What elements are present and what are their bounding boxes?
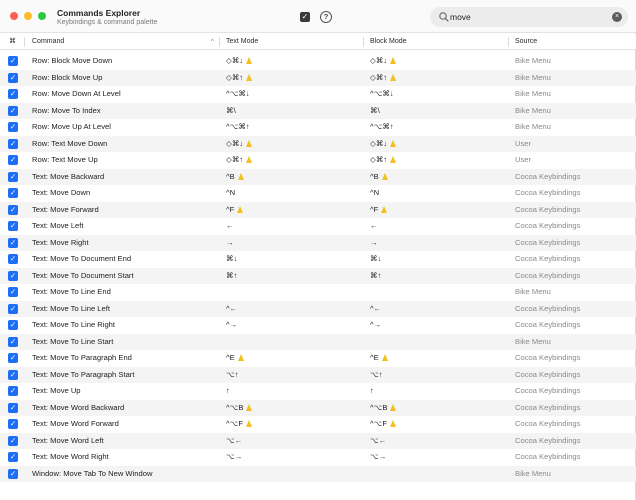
column-header-enabled[interactable]: ⌘ xyxy=(9,38,16,45)
text-mode-keys: ◇⌘↓ xyxy=(226,56,244,65)
table-row[interactable] xyxy=(0,284,636,301)
enabled-checkbox[interactable]: ✓ xyxy=(9,204,17,214)
warning-icon xyxy=(246,140,252,147)
block-mode-shortcut[interactable] xyxy=(370,103,380,120)
zoom-window-button[interactable] xyxy=(38,12,46,20)
warning-icon xyxy=(390,156,396,163)
block-mode-keys: ⌥← xyxy=(370,435,387,445)
text-mode-shortcut[interactable] xyxy=(226,301,237,318)
table-header xyxy=(0,34,636,50)
block-mode-shortcut[interactable] xyxy=(370,235,378,252)
block-mode-keys: ◇⌘↓ xyxy=(370,56,388,65)
text-mode-shortcut[interactable] xyxy=(226,367,239,384)
text-mode-keys: ⌥→ xyxy=(226,452,243,461)
block-mode-keys: ^E xyxy=(370,353,379,362)
block-mode-keys: ⌥↑ xyxy=(370,369,383,379)
block-mode-keys: ◇⌘↑ xyxy=(370,155,388,164)
command-name: Text: Move Right xyxy=(32,237,89,247)
source-label: Cocoa Keybindings xyxy=(515,188,581,197)
text-mode-keys: ^F xyxy=(226,204,235,214)
source-label: Cocoa Keybindings xyxy=(515,320,581,329)
command-name: Row: Move Up At Level xyxy=(32,122,111,131)
command-name: Row: Text Move Down xyxy=(32,138,108,148)
source-label: Cocoa Keybindings xyxy=(515,270,581,280)
block-mode-keys: ^→ xyxy=(370,320,382,329)
block-mode-shortcut[interactable] xyxy=(370,268,381,285)
enabled-checkbox[interactable]: ✓ xyxy=(9,452,17,461)
block-mode-shortcut[interactable] xyxy=(370,70,396,87)
warning-icon xyxy=(237,206,243,213)
block-mode-keys: ^B xyxy=(370,171,379,181)
text-mode-shortcut[interactable] xyxy=(226,169,244,186)
block-mode-shortcut[interactable] xyxy=(370,53,396,70)
source-label: Cocoa Keybindings xyxy=(515,435,581,445)
source-label: Bike Menu xyxy=(515,336,551,346)
source-label: Cocoa Keybindings xyxy=(515,353,581,362)
table-row[interactable] xyxy=(0,86,636,103)
text-mode-shortcut[interactable] xyxy=(226,53,252,70)
table-row[interactable] xyxy=(0,202,636,219)
command-name: Text: Move Word Left xyxy=(32,435,104,445)
enabled-checkbox[interactable]: ✓ xyxy=(9,270,17,280)
table-row[interactable] xyxy=(0,350,636,367)
window-title: Commands Explorer xyxy=(57,8,141,18)
text-mode-keys: ⌘↓ xyxy=(226,254,238,263)
text-mode-shortcut[interactable] xyxy=(226,400,252,417)
column-header-command[interactable]: Command xyxy=(32,38,65,45)
text-mode-keys: ◇⌘↑ xyxy=(226,155,244,164)
search-icon xyxy=(438,11,450,23)
command-name: Text: Move Up xyxy=(32,386,81,395)
warning-icon xyxy=(382,354,388,361)
source-label: Cocoa Keybindings xyxy=(515,452,581,461)
table-row[interactable] xyxy=(0,301,636,318)
enabled-checkbox[interactable]: ✓ xyxy=(9,138,17,148)
warning-icon xyxy=(390,57,396,64)
block-mode-shortcut[interactable] xyxy=(370,119,394,136)
block-mode-shortcut[interactable] xyxy=(370,185,379,202)
command-name: Text: Move Down xyxy=(32,188,91,197)
block-mode-shortcut[interactable] xyxy=(370,383,374,400)
toggle-enabled-checkbox-icon[interactable]: ✓ xyxy=(301,12,309,21)
source-label: User xyxy=(515,155,532,164)
warning-icon xyxy=(246,156,252,163)
text-mode-keys: ^⌥B xyxy=(226,402,244,412)
text-mode-keys: ^E xyxy=(226,353,235,362)
text-mode-keys: ^⌥⌘↓ xyxy=(226,89,250,98)
text-mode-shortcut[interactable] xyxy=(226,185,235,202)
text-mode-keys: ^← xyxy=(226,303,238,313)
block-mode-shortcut[interactable] xyxy=(370,136,396,153)
warning-icon xyxy=(238,354,244,361)
enabled-checkbox[interactable]: ✓ xyxy=(9,72,17,82)
source-label: Bike Menu xyxy=(515,56,551,65)
block-mode-keys: ← xyxy=(370,221,378,230)
table-row[interactable] xyxy=(0,235,636,252)
enabled-checkbox[interactable]: ✓ xyxy=(9,369,17,379)
enabled-checkbox[interactable]: ✓ xyxy=(9,353,17,362)
block-mode-keys: ◇⌘↓ xyxy=(370,138,388,148)
text-mode-keys: ^⌥⌘↑ xyxy=(226,122,250,131)
warning-icon xyxy=(382,173,388,180)
table-row[interactable] xyxy=(0,268,636,285)
table-row[interactable] xyxy=(0,152,636,169)
command-name: Text: Move To Line Left xyxy=(32,303,110,313)
table-row[interactable] xyxy=(0,218,636,235)
source-label: Bike Menu xyxy=(515,72,551,82)
enabled-checkbox[interactable]: ✓ xyxy=(9,402,17,412)
block-mode-keys: ^⌥B xyxy=(370,402,388,412)
enabled-checkbox[interactable]: ✓ xyxy=(9,303,17,313)
command-name: Text: Move To Line Start xyxy=(32,336,114,346)
source-label: Bike Menu xyxy=(515,468,551,478)
source-label: Cocoa Keybindings xyxy=(515,171,581,181)
warning-icon xyxy=(246,74,252,81)
column-header-source[interactable]: Source xyxy=(515,38,538,45)
source-label: Cocoa Keybindings xyxy=(515,254,581,263)
block-mode-shortcut[interactable] xyxy=(370,416,396,433)
text-mode-shortcut[interactable] xyxy=(226,350,244,367)
warning-icon xyxy=(246,57,252,64)
text-mode-shortcut[interactable] xyxy=(226,152,252,169)
table-row[interactable] xyxy=(0,119,636,136)
table-row[interactable] xyxy=(0,400,636,417)
command-name: Row: Text Move Up xyxy=(32,155,98,164)
source-label: Bike Menu xyxy=(515,287,551,296)
table-row[interactable] xyxy=(0,185,636,202)
command-name: Text: Move Word Forward xyxy=(32,419,119,428)
text-mode-keys: ↑ xyxy=(226,386,230,395)
command-name: Text: Move To Line Right xyxy=(32,320,116,329)
source-label: Bike Menu xyxy=(515,122,551,131)
text-mode-shortcut[interactable] xyxy=(226,70,252,87)
enabled-checkbox[interactable]: ✓ xyxy=(9,237,17,247)
source-label: Cocoa Keybindings xyxy=(515,419,581,428)
source-label: Cocoa Keybindings xyxy=(515,303,581,313)
window-subtitle: Keybindings & command palette xyxy=(57,19,158,26)
text-mode-keys: ⌥↑ xyxy=(226,369,239,379)
command-name: Row: Block Move Down xyxy=(32,56,113,65)
block-mode-shortcut[interactable] xyxy=(370,169,388,186)
enabled-checkbox[interactable]: ✓ xyxy=(9,155,17,164)
table-row[interactable] xyxy=(0,466,636,483)
column-divider[interactable] xyxy=(24,37,25,47)
warning-icon xyxy=(238,173,244,180)
block-mode-shortcut[interactable] xyxy=(370,433,386,450)
close-window-button[interactable] xyxy=(10,12,18,20)
enabled-checkbox[interactable]: ✓ xyxy=(9,56,17,65)
enabled-checkbox[interactable]: ✓ xyxy=(9,386,17,395)
warning-icon xyxy=(390,74,396,81)
text-mode-shortcut[interactable] xyxy=(226,235,234,252)
block-mode-shortcut[interactable] xyxy=(370,301,381,318)
text-mode-shortcut[interactable] xyxy=(226,433,242,450)
table-row[interactable] xyxy=(0,251,636,268)
warning-icon xyxy=(390,420,396,427)
text-mode-keys: → xyxy=(226,237,234,247)
text-mode-keys: ⌘\ xyxy=(226,105,236,115)
table-row[interactable] xyxy=(0,449,636,466)
enabled-checkbox[interactable]: ✓ xyxy=(9,287,17,296)
column-header-text-mode[interactable]: Text Mode xyxy=(226,38,259,45)
text-mode-keys: ^B xyxy=(226,171,235,181)
block-mode-keys: ⌥→ xyxy=(370,452,387,461)
column-divider[interactable] xyxy=(219,37,220,47)
block-mode-keys: ⌘\ xyxy=(370,105,380,115)
enabled-checkbox[interactable]: ✓ xyxy=(9,105,17,115)
command-name: Text: Move Word Right xyxy=(32,452,109,461)
text-mode-shortcut[interactable] xyxy=(226,268,237,285)
table-row[interactable] xyxy=(0,433,636,450)
block-mode-keys: ◇⌘↑ xyxy=(370,72,388,82)
text-mode-shortcut[interactable] xyxy=(226,383,230,400)
block-mode-keys: ↑ xyxy=(370,386,374,395)
text-mode-keys: ^⌥F xyxy=(226,419,243,428)
block-mode-shortcut[interactable] xyxy=(370,202,387,219)
command-name: Text: Move To Paragraph End xyxy=(32,353,132,362)
block-mode-keys: ^⌥F xyxy=(370,419,387,428)
command-name: Row: Move Down At Level xyxy=(32,89,121,98)
block-mode-shortcut[interactable] xyxy=(370,367,383,384)
block-mode-shortcut[interactable] xyxy=(370,317,381,334)
text-mode-shortcut[interactable] xyxy=(226,218,234,235)
text-mode-shortcut[interactable] xyxy=(226,119,250,136)
source-label: Cocoa Keybindings xyxy=(515,386,581,395)
column-divider[interactable] xyxy=(508,37,509,47)
source-label: Bike Menu xyxy=(515,89,551,98)
text-mode-shortcut[interactable] xyxy=(226,317,237,334)
enabled-checkbox[interactable]: ✓ xyxy=(9,89,17,98)
minimize-window-button[interactable] xyxy=(24,12,32,20)
enabled-checkbox[interactable]: ✓ xyxy=(9,188,17,197)
text-mode-shortcut[interactable] xyxy=(226,86,250,103)
text-mode-keys: ^→ xyxy=(226,320,238,329)
warning-icon xyxy=(390,140,396,147)
warning-icon xyxy=(390,404,396,411)
command-name: Row: Move To Index xyxy=(32,105,101,115)
text-mode-keys: ⌥← xyxy=(226,435,243,445)
enabled-checkbox[interactable]: ✓ xyxy=(9,419,17,428)
command-name: Text: Move To Line End xyxy=(32,287,111,296)
command-name: Window: Move Tab To New Window xyxy=(32,468,153,478)
text-mode-keys: ^N xyxy=(226,188,236,197)
warning-icon xyxy=(381,206,387,213)
enabled-checkbox[interactable]: ✓ xyxy=(9,468,17,478)
text-mode-shortcut[interactable] xyxy=(226,202,243,219)
enabled-checkbox[interactable]: ✓ xyxy=(9,171,17,181)
block-mode-keys: ^F xyxy=(370,204,379,214)
table-row[interactable] xyxy=(0,53,636,70)
table-row[interactable] xyxy=(0,383,636,400)
block-mode-shortcut[interactable] xyxy=(370,86,394,103)
block-mode-keys: ^← xyxy=(370,303,382,313)
command-name: Text: Move To Paragraph Start xyxy=(32,369,135,379)
source-label: User xyxy=(515,138,532,148)
text-mode-shortcut[interactable] xyxy=(226,251,237,268)
enabled-checkbox[interactable]: ✓ xyxy=(9,336,17,346)
block-mode-shortcut[interactable] xyxy=(370,251,381,268)
title-bar xyxy=(0,0,636,33)
enabled-checkbox[interactable]: ✓ xyxy=(9,320,17,329)
block-mode-keys: ⌘↑ xyxy=(370,270,382,280)
command-name: Row: Block Move Up xyxy=(32,72,103,82)
warning-icon xyxy=(246,404,252,411)
text-mode-shortcut[interactable] xyxy=(226,449,242,466)
block-mode-shortcut[interactable] xyxy=(370,350,388,367)
table-row[interactable] xyxy=(0,136,636,153)
block-mode-keys: ^⌥⌘↑ xyxy=(370,122,394,131)
text-mode-keys: ◇⌘↓ xyxy=(226,138,244,148)
column-divider[interactable] xyxy=(363,37,364,47)
text-mode-keys: ⌘↑ xyxy=(226,270,238,280)
column-header-block-mode[interactable]: Block Mode xyxy=(370,38,407,45)
block-mode-shortcut[interactable] xyxy=(370,449,386,466)
enabled-checkbox[interactable]: ✓ xyxy=(9,435,17,445)
search-field[interactable] xyxy=(430,7,628,27)
warning-icon xyxy=(246,420,252,427)
block-mode-keys: ⌘↓ xyxy=(370,254,382,263)
command-name: Text: Move Backward xyxy=(32,171,105,181)
source-label: Bike Menu xyxy=(515,105,551,115)
table-row[interactable] xyxy=(0,317,636,334)
command-name: Text: Move Word Backward xyxy=(32,402,125,412)
table-row[interactable] xyxy=(0,103,636,120)
enabled-checkbox[interactable]: ✓ xyxy=(9,254,17,263)
help-icon[interactable]: ? xyxy=(320,11,332,23)
source-label: Cocoa Keybindings xyxy=(515,402,581,412)
block-mode-keys: ^⌥⌘↓ xyxy=(370,89,394,98)
sort-ascending-icon[interactable]: ^ xyxy=(211,39,214,45)
block-mode-keys: ^N xyxy=(370,188,380,197)
enabled-checkbox[interactable]: ✓ xyxy=(9,122,17,131)
command-name: Text: Move To Document End xyxy=(32,254,132,263)
text-mode-keys: ← xyxy=(226,221,234,230)
block-mode-keys: → xyxy=(370,237,378,247)
block-mode-shortcut[interactable] xyxy=(370,152,396,169)
command-name: Text: Move Forward xyxy=(32,204,99,214)
command-name: Text: Move To Document Start xyxy=(32,270,134,280)
block-mode-shortcut[interactable] xyxy=(370,218,378,235)
table-row[interactable] xyxy=(0,70,636,87)
search-input[interactable]: move xyxy=(450,12,471,22)
table-row[interactable] xyxy=(0,416,636,433)
text-mode-shortcut[interactable] xyxy=(226,416,252,433)
source-label: Cocoa Keybindings xyxy=(515,204,581,214)
source-label: Cocoa Keybindings xyxy=(515,221,581,230)
clear-search-icon[interactable]: × xyxy=(612,12,622,22)
text-mode-shortcut[interactable] xyxy=(226,103,236,120)
source-label: Cocoa Keybindings xyxy=(515,237,581,247)
table-row[interactable] xyxy=(0,334,636,351)
block-mode-shortcut[interactable] xyxy=(370,400,396,417)
enabled-checkbox[interactable]: ✓ xyxy=(9,221,17,230)
text-mode-shortcut[interactable] xyxy=(226,136,252,153)
command-name: Text: Move Left xyxy=(32,221,84,230)
text-mode-keys: ◇⌘↑ xyxy=(226,72,244,82)
source-label: Cocoa Keybindings xyxy=(515,369,581,379)
table-row[interactable] xyxy=(0,367,636,384)
table-row[interactable] xyxy=(0,169,636,186)
